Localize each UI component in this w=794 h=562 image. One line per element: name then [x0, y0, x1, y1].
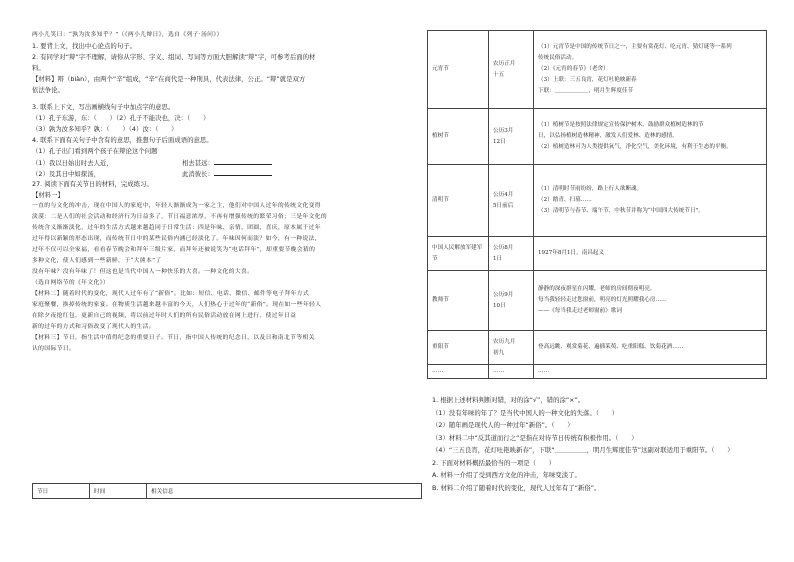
- festival-name: 元宵节: [428, 31, 489, 109]
- question-line: （3）材料二中“反其道而行之”是指在对待节日传统有积极作用。（ ）: [432, 433, 638, 442]
- text-line: 1. 要背上文，找出中心论点的句子。: [32, 42, 136, 50]
- questions-block: [432, 394, 772, 494]
- text-line: 【材料】辩（biàn），由两个“辛”组成，“辛”在商代是一种刑具，代表法律，公正。“辩”就是双方: [32, 75, 306, 83]
- idiom-line: [32, 157, 424, 168]
- text-line: 2. 有同学对“辩”字不理解，请你从字形、字义、组词、写词等方面大胆解读“辩”字，可参考后面的材: [32, 53, 316, 61]
- text-line: 在除夕夜抢红包，更新自己的视频，将以前过年时人们的所有民俗活动放在网上进行，使过年日益: [32, 313, 297, 319]
- text-line: 3. 联系上下文，写出画横线句子中加点字的意思。: [32, 103, 175, 111]
- answer-blank[interactable]: [214, 157, 272, 165]
- festival-date: 公历9月 10日: [489, 271, 534, 331]
- header-festival: 节日: [33, 484, 90, 499]
- festival-info: （1）元宵节是中国的传统节日之一，主要有赏花灯、吃元宵、猜灯谜等一系列 传统民俗活动。 （2）《元宵的春节》（老舍） （3）上联：三五良宵，花灯吐艳映新春 下联：＿＿＿＿＿＿，明月生辉度佳节: [534, 31, 767, 109]
- festival-date: 公历3月 12日: [489, 109, 534, 165]
- festival-row: [428, 365, 767, 379]
- festival-name: 中国人民解放军建军节: [428, 237, 489, 271]
- question-line: B. 材料二介绍了随着时代的变化，现代人过年有了“新俗”。: [432, 483, 601, 492]
- festival-info: 静静的深夜群星在闪耀，老师的房间彻夜明亮。 每当我轻轻走过您窗前，明亮的灯光照耀我心房…… ——《每当我走过老师窗前》歌词: [534, 271, 767, 331]
- question-line: （2）随年画是现代人的一种过年“新俗”。（ ）: [432, 421, 574, 429]
- question-line: （1）没有年味的年了？是当代中国人的一种文化的失落。（ ）: [432, 408, 619, 417]
- idiom-label: 相去甚远：: [182, 159, 214, 167]
- text-line: 一直的与文化的冲击，现在中国人的家庭中，年轻人渐渐成为一家之主，他们对中国人过年的传统文化变得: [32, 203, 321, 209]
- festival-name: 清明节: [428, 165, 489, 237]
- idiom-sentence: （1）我以日始出时去人近，: [32, 159, 113, 167]
- text-line: 依法争论。: [32, 86, 64, 94]
- festival-date: 公历8月 1日: [489, 237, 534, 271]
- text-line: 【材料二】随着时代的变化，现代人过年有了“新俗”。比如：短信、电话、微信、邮件等电子拜年方式: [32, 291, 310, 297]
- festival-info: 1927年8月1日，南昌起义: [534, 237, 767, 271]
- idiom-sentence: （2）及其日中如探汤，: [32, 170, 100, 178]
- text-line: （1）孔子东游，东：（ ）（2）孔子不能决也，决：（ ）: [32, 114, 210, 122]
- header-info: 相关信息: [147, 484, 422, 499]
- text-line: 传统含义渐渐淡化，过年的生活方式越来越趋同于日常生活：四是年味、亲情、团圆、喜庆，原本属于过年: [32, 225, 321, 231]
- idiom-label: 此消彼长：: [182, 170, 214, 178]
- festival-row: [428, 31, 767, 109]
- festival-row: [428, 331, 767, 365]
- festival-table: [427, 30, 767, 379]
- text-line: 过年不仅可以全家福，看看春节晚会和拜年三级片家，而拜年还被说笑为“电话拜年”，却重要节晚会猜的: [32, 247, 316, 253]
- text-line: 过年得以新颖的形态出现，而传统节日中的某些民俗内涵已经淡化了。年味因何而淡？如今，有一种说法，: [32, 236, 321, 242]
- text-line: 多种文化，使人们感到一些新鲜，于“大熊本”了: [32, 258, 162, 264]
- festival-row: [428, 165, 767, 237]
- text-line: （选自网络节的《年文化》）: [32, 280, 110, 286]
- festival-date: ……: [489, 365, 534, 379]
- text-line: 27. 阅读下面有关节日的材料，完成练习。: [32, 180, 153, 188]
- festival-date: 农历正月 十五: [489, 31, 534, 109]
- text-line: 4. 联系下面有关句子中含有的意思，推想句子后面成语的意思。: [32, 136, 213, 144]
- text-line: 淡漠：二是人们的社会活动和经济行为日益多了，节日福意浓厚，不再有增强传统的繁荣习俗；三是年文化的: [32, 214, 328, 220]
- festival-date: 农历九月 初九: [489, 331, 534, 365]
- festival-info: （1）清明时节雨纷纷，路上行人欲断魂。 （2）踏青、扫墓…… （3）清明节与春节、端午节、中秋节并称为“中国四大传统节日”。: [534, 165, 767, 237]
- festival-row: [428, 271, 767, 331]
- answer-blank[interactable]: [214, 168, 272, 176]
- text-line: （3）孰为汝多知乎？孰：（ ）（4）汝：（ ）: [32, 125, 178, 133]
- text-line: 料。: [32, 64, 45, 72]
- festival-name: 植树节: [428, 109, 489, 165]
- text-line: 没有年味？没有年味了！但这也是当代中国人一种快乐的大喜。一种文化的大喜。: [32, 269, 254, 275]
- text-line: 【材料一】: [32, 191, 64, 199]
- festival-name: 重阳节: [428, 331, 489, 365]
- right-column: [427, 30, 767, 379]
- question-line: （4）“三五良宵，花灯吐艳映新春”，下联“＿＿＿＿＿，明月生辉度佳节”这副对联适用于重阳节。（ ）: [432, 446, 734, 454]
- festival-header-table: [32, 483, 422, 499]
- festival-row: [428, 109, 767, 165]
- festival-info: （1）植树节是按照法律规定宣传保护树木，鼓励群众植树造林的节 日，以弘扬植树造林精神，激发人们爱林、造林的感情。 （2）植树造林可为人类提供氧气，净化空气，美化环境，有利于生态的平衡。: [534, 109, 767, 165]
- text-line: 家庭聚餐，换掉传统的家宴。在物质生活越来越丰富的今天，人们热心于过年的“新俗”。现在如一些年轻人: [32, 302, 322, 308]
- question-line: A. 材料一介绍了受到西方文化的冲击，年味变淡了。: [432, 471, 581, 479]
- left-column: [32, 30, 424, 355]
- festival-date: 公历4月 5日前后: [489, 165, 534, 237]
- festival-info: ……: [534, 365, 767, 379]
- question-line: 2. 下面对材料概括最恰当的一项是（ ）: [432, 458, 556, 467]
- text-line: 新的过年的方式和习俗改变了现代人的生活。: [32, 324, 155, 330]
- header-time: 时间: [90, 484, 147, 499]
- text-line: 【材料三】节日，指生活中值得纪念的重要日子。节日，指中国人传统的纪念日，以及日和南北节等相关: [32, 335, 315, 341]
- festival-name: ……: [428, 365, 489, 379]
- text-line: 两小儿笑曰：“孰为汝多知乎？”（《两小儿辩日》，选自《列子·汤问》）: [32, 32, 223, 38]
- idiom-line: [32, 168, 424, 179]
- festival-name: 教师节: [428, 271, 489, 331]
- text-line: （1）孔子出门看到两个孩子在辩论这个问题: [32, 147, 158, 155]
- festival-row: [428, 237, 767, 271]
- question-line: 1. 根据上述材料判断对错，对的涂“√”，错的涂“×”。: [432, 396, 585, 404]
- text-line: 认的国际节日。: [32, 346, 76, 352]
- festival-info: 登高远眺、观赏菊花、遍插茱萸、吃重阳糕、饮菊花酒……: [534, 331, 767, 365]
